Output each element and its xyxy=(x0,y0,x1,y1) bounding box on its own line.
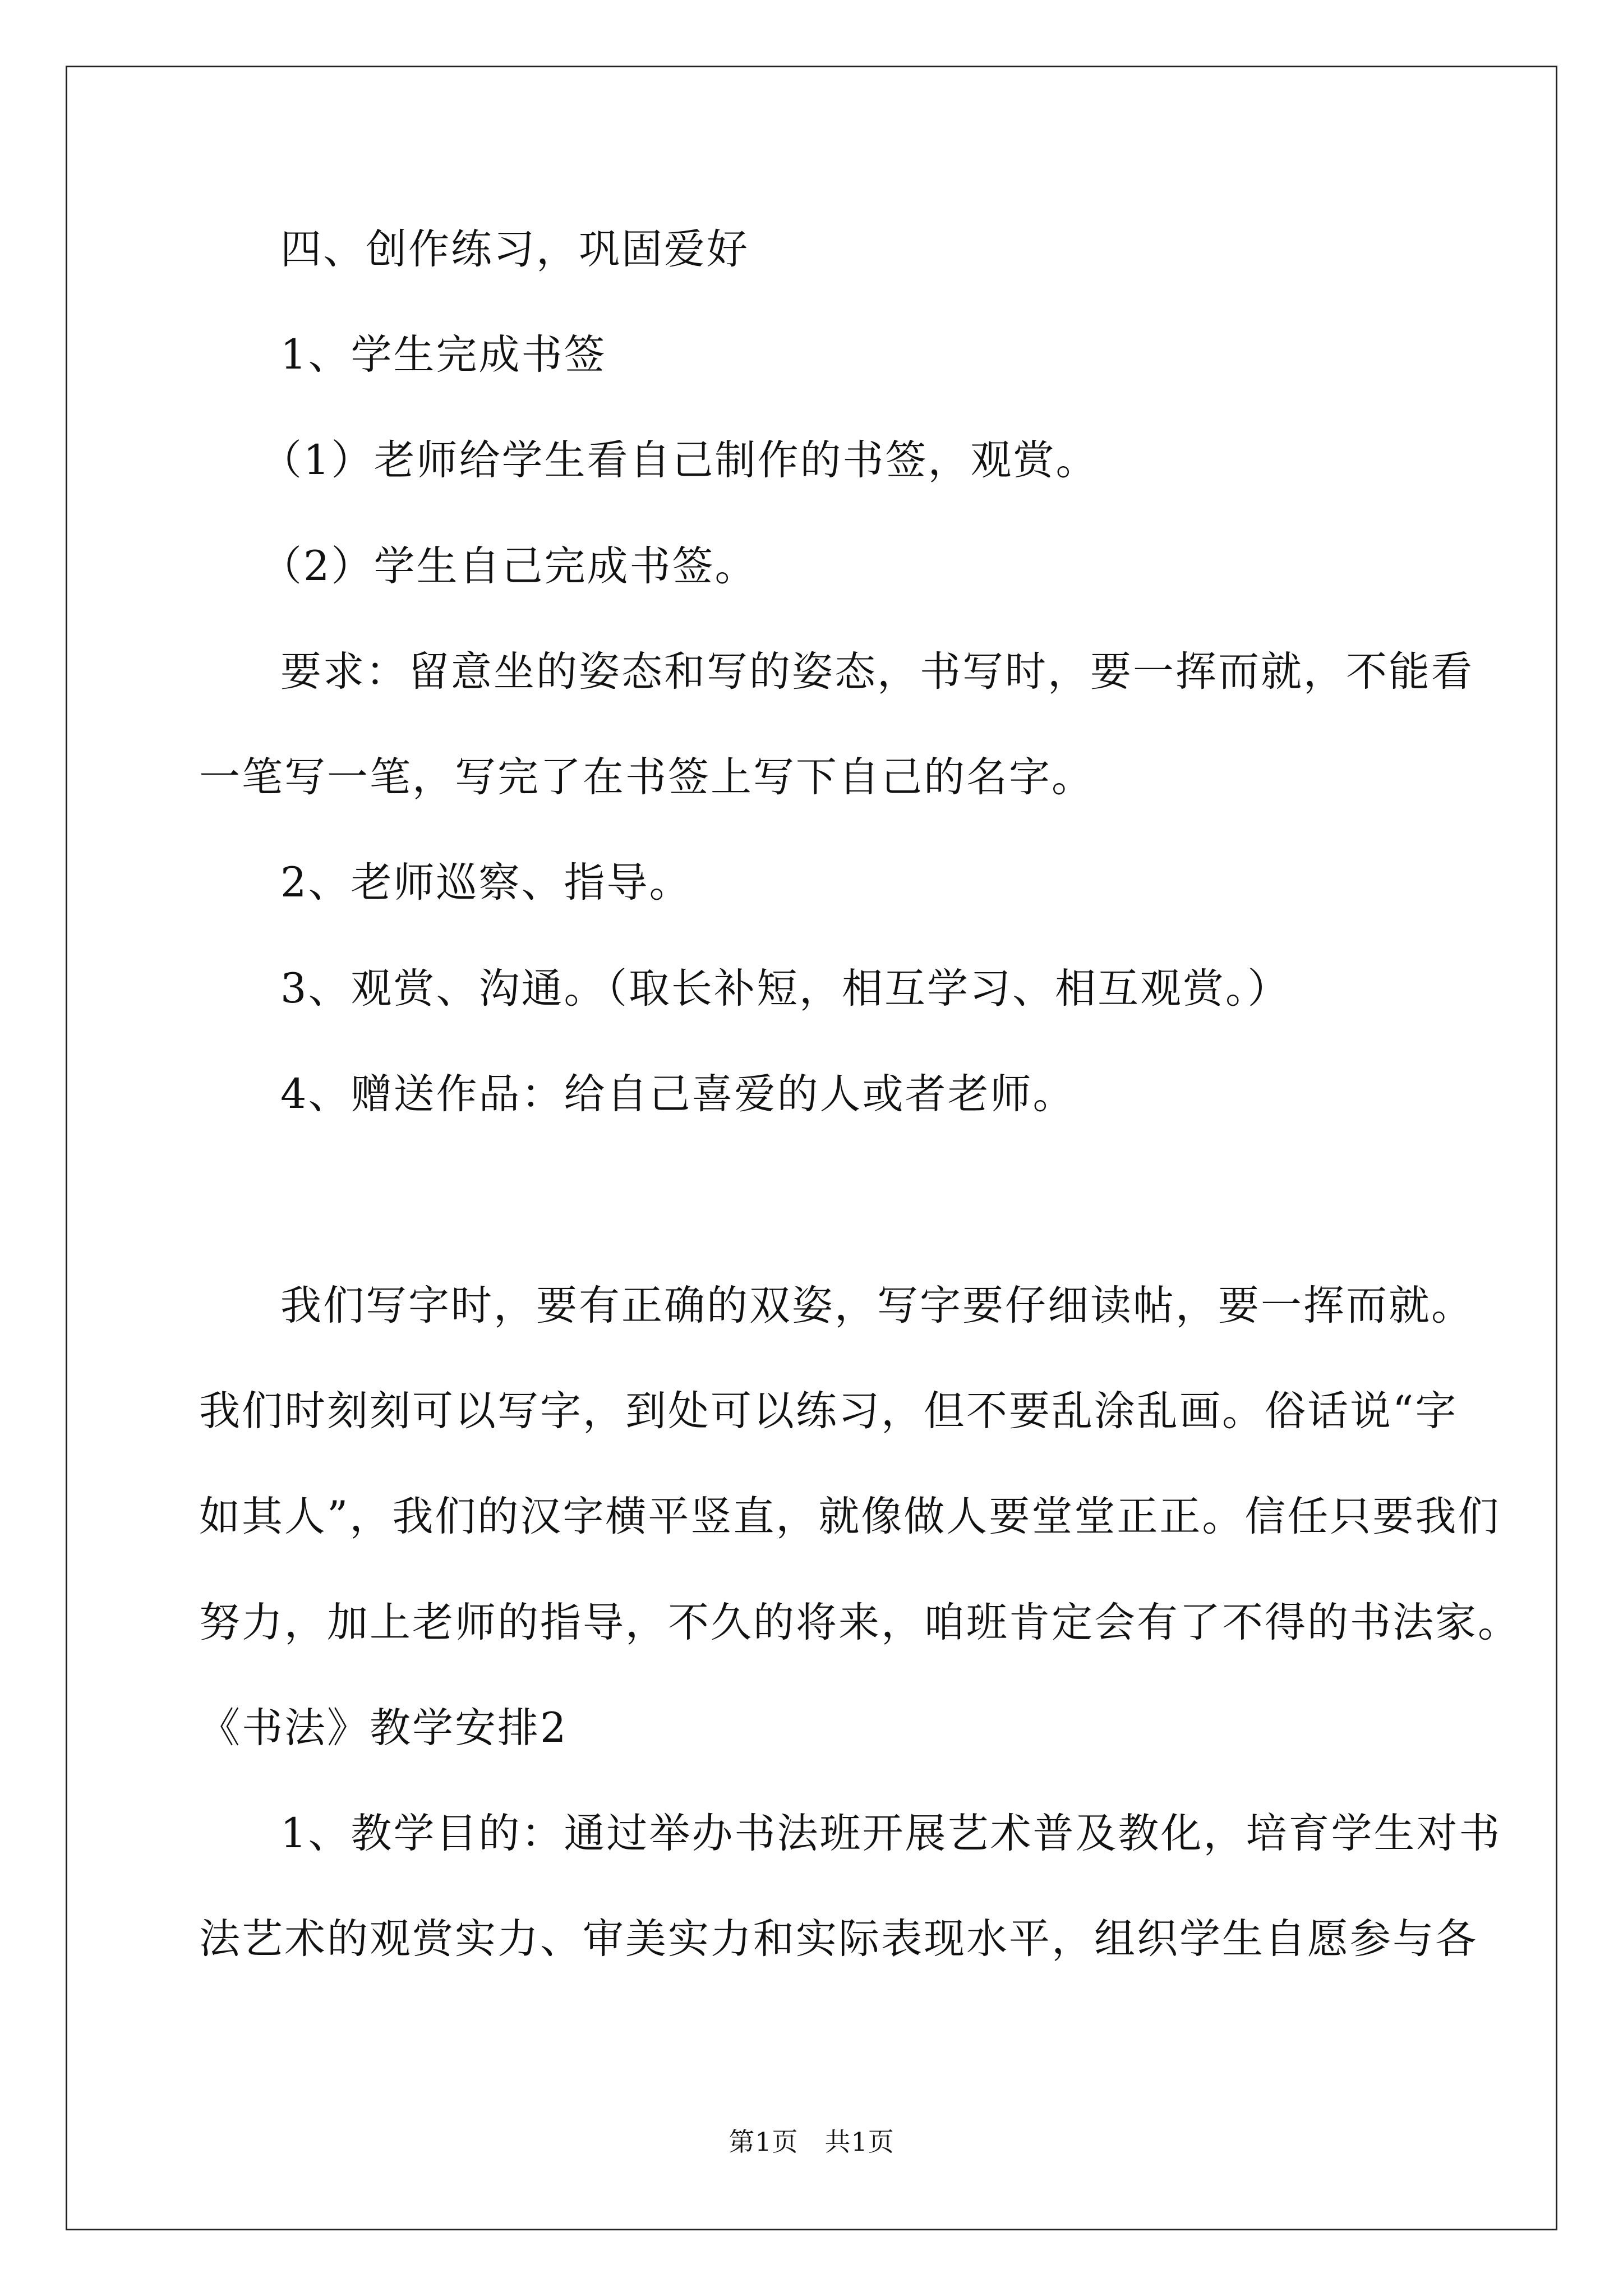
paragraph-line: 我们时刻刻可以写字，到处可以练习，但不要乱涂乱画。俗话说“字 xyxy=(199,1387,1458,1435)
list-item: （1）老师给学生看自己制作的书签，观赏。 xyxy=(261,436,1099,484)
section-title: 《书法》教学安排2 xyxy=(199,1704,568,1752)
list-item: 2、老师巡察、指导。 xyxy=(280,859,692,907)
list-item: 3、观赏、沟通。（取长补短，相互学习、相互观赏。） xyxy=(280,965,1290,1013)
page-number-footer: 第1页 共1页 xyxy=(728,2127,895,2157)
list-item: （2）学生自己完成书签。 xyxy=(261,542,758,590)
list-item: 4、赠送作品：给自己喜爱的人或者老师。 xyxy=(280,1070,1076,1118)
paragraph-line: 一笔写一笔，写完了在书签上写下自己的名字。 xyxy=(199,753,1094,801)
paragraph-line: 法艺术的观赏实力、审美实力和实际表现水平，组织学生自愿参与各 xyxy=(199,1915,1478,1963)
list-item: 1、学生完成书签 xyxy=(280,331,607,379)
paragraph-line: 如其人”，我们的汉字横平竖直，就像做人要堂堂正正。信任只要我们 xyxy=(199,1493,1501,1540)
section-heading: 四、创作练习，巩固爱好 xyxy=(280,226,749,273)
paragraph-line: 努力，加上老师的指导，不久的将来，咱班肯定会有了不得的书法家。 xyxy=(199,1599,1520,1646)
paragraph-line: 要求：留意坐的姿态和写的姿态，书写时，要一挥而就，不能看 xyxy=(280,648,1474,696)
paragraph-line: 1、教学目的：通过举办书法班开展艺术普及教化，培育学生对书 xyxy=(280,1810,1502,1857)
paragraph-line: 我们写字时，要有正确的双姿，写字要仔细读帖，要一挥而就。 xyxy=(280,1282,1474,1329)
